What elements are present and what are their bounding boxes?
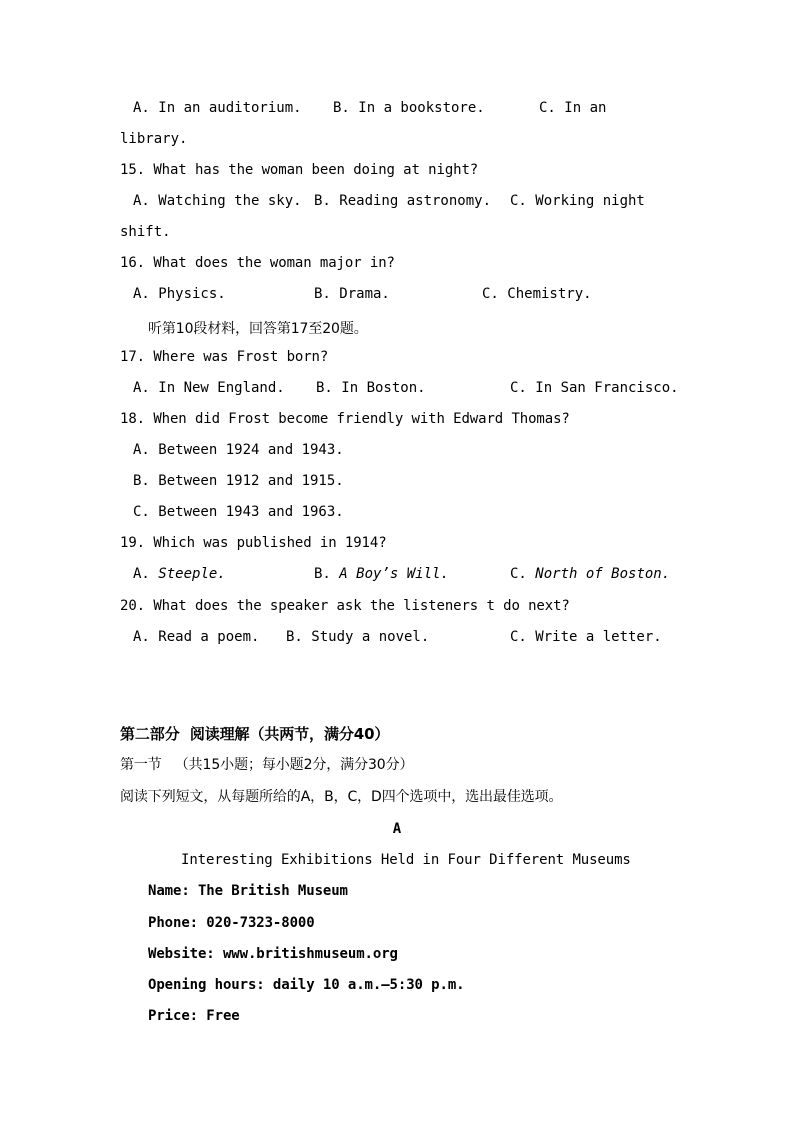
part2-instruction: 阅读下列短文，从每题所给的A，B，C，D四个选项中，选出最佳选项。 [120, 789, 563, 805]
q20-question: 20. What does the speaker ask the listeners t do next? [120, 598, 570, 614]
q17-option-b: B. In Boston. [316, 380, 426, 396]
q15-option-c: C. Working night [510, 193, 645, 209]
section-10-instruction: 听第10段材料，回答第17至20题。 [148, 321, 368, 337]
q18-question: 18. When did Frost become friendly with Edward Thomas? [120, 411, 570, 427]
q19-option-a-title: Steeple. [158, 566, 226, 582]
q16-question: 16. What does the woman major in? [120, 255, 395, 271]
q20-option-c: C. Write a letter. [510, 629, 662, 645]
museum-phone: Phone: 020-7323-8000 [148, 915, 315, 931]
part2-section1: 第一节 （共15小题；每小题2分，满分30分） [120, 757, 414, 773]
q18-option-a: A. Between 1924 and 1943. [133, 442, 344, 458]
museum-name: Name: The British Museum [148, 883, 348, 899]
q18-option-c: C. Between 1943 and 1963. [133, 504, 344, 520]
q20-option-a: A. Read a poem. [133, 629, 260, 645]
q19-option-b-title: A Boy’s Will. [339, 566, 449, 582]
q19-option-b [314, 565, 449, 583]
q19-option-b-letter: B. [314, 566, 331, 582]
museum-website: Website: www.britishmuseum.org [148, 946, 398, 962]
q19-option-a-letter: A. [133, 566, 150, 582]
q18-option-b: B. Between 1912 and 1915. [133, 473, 344, 489]
q19-option-c-title: North of Boston. [535, 566, 671, 582]
q14-option-b: B. In a bookstore. [333, 100, 485, 116]
q17-option-a: A. In New England. [133, 380, 285, 396]
q16-option-c: C. Chemistry. [482, 286, 592, 302]
q15-question: 15. What has the woman been doing at night? [120, 162, 479, 178]
q14-option-a: A. In an auditorium. [133, 100, 302, 116]
q14-option-c-continued: library. [120, 131, 188, 147]
q14-option-c: C. In an [539, 100, 607, 116]
q15-option-a: A. Watching the sky. [133, 193, 302, 209]
q19-option-a [133, 565, 226, 583]
q19-option-c [510, 565, 670, 583]
passage-a-letter: A [392, 821, 402, 837]
part2-title: 第二部分 阅读理解（共两节，满分40） [120, 725, 390, 743]
q17-option-c: C. In San Francisco. [510, 380, 679, 396]
q15-option-c-continued: shift. [120, 224, 171, 240]
museum-price: Price: Free [148, 1008, 240, 1024]
q16-option-a: A. Physics. [133, 286, 226, 302]
museum-opening-hours: Opening hours: daily 10 a.m.—5:30 p.m. [148, 977, 465, 993]
q19-option-c-letter: C. [510, 566, 527, 582]
q20-option-b: B. Study a novel. [286, 629, 430, 645]
q19-question: 19. Which was published in 1914? [120, 535, 387, 551]
passage-a-heading: Interesting Exhibitions Held in Four Different Museums [181, 852, 631, 868]
q17-question: 17. Where was Frost born? [120, 349, 329, 365]
q16-option-b: B. Drama. [314, 286, 390, 302]
q15-option-b: B. Reading astronomy. [314, 193, 492, 209]
